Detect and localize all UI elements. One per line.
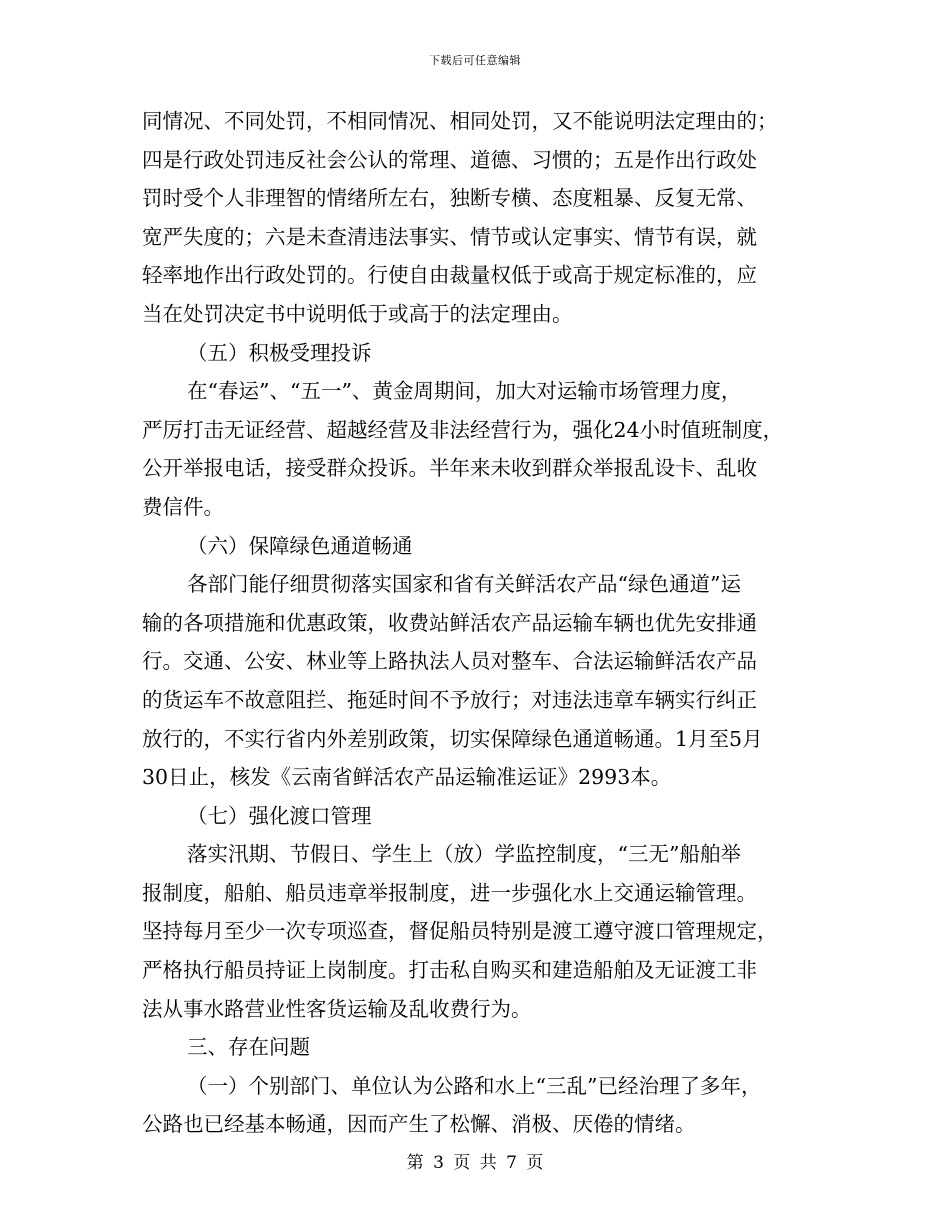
text-line: 严厉打击无证经营、超越经营及非法经营行为，强化24小时值班制度， bbox=[142, 417, 784, 442]
text-line: 罚时受个人非理智的情绪所左右，独断专横、态度粗暴、反复无常、 bbox=[142, 186, 757, 211]
text-line: 放行的，不实行省内外差别政策，切实保障绿色通道畅通。1月至5月 bbox=[142, 726, 763, 751]
text-line: 公路也已经基本畅通，因而产生了松懈、消极、厌倦的情绪。 bbox=[142, 1112, 696, 1137]
text-line: 在“春运”、“五一”、黄金周期间，加大对运输市场管理力度， bbox=[187, 379, 742, 404]
text-line: （六）保障绿色通道畅通 bbox=[187, 533, 413, 558]
text-line: 严格执行船员持证上岗制度。打击私自购买和建造船舶及无证渡工非 bbox=[142, 958, 757, 983]
text-line: 费信件。 bbox=[142, 494, 224, 519]
text-line: 输的各项措施和优惠政策，收费站鲜活农产品运输车辆也优先安排通 bbox=[142, 610, 757, 635]
document-body bbox=[142, 102, 814, 1144]
text-line: 30日止，核发《云南省鲜活农产品运输准运证》2993本。 bbox=[142, 765, 672, 790]
text-line: 公开举报电话，接受群众投诉。半年来未收到群众举报乱设卡、乱收 bbox=[142, 456, 757, 481]
text-line: 当在处罚决定书中说明低于或高于的法定理由。 bbox=[142, 301, 573, 326]
text-line: 法从事水路营业性客货运输及乱收费行为。 bbox=[142, 996, 532, 1021]
text-line: （一）个别部门、单位认为公路和水上“三乱”已经治理了多年， bbox=[187, 1073, 762, 1098]
text-line: 各部门能仔细贯彻落实国家和省有关鲜活农产品“绿色通道”运 bbox=[187, 572, 741, 597]
text-line: 报制度，船舶、船员违章举报制度，进一步强化水上交通运输管理。 bbox=[142, 880, 757, 905]
page-header: 下载后可任意编辑 bbox=[429, 54, 521, 67]
text-line: 同情况、不同处罚，不相同情况、相同处罚，又不能说明法定理由的； bbox=[142, 109, 778, 133]
text-line: 的货运车不故意阻拦、拖延时间不予放行；对违法违章车辆实行纠正 bbox=[142, 687, 757, 712]
text-line: 宽严失度的；六是未查清违法事实、情节或认定事实、情节有误，就 bbox=[142, 224, 757, 249]
page-number: 第 3 页 共 7 页 bbox=[406, 1153, 544, 1173]
text-line: 四是行政处罚违反社会公认的常理、道德、习惯的；五是作出行政处 bbox=[142, 147, 757, 172]
text-line: （七）强化渡口管理 bbox=[187, 803, 372, 828]
text-line: 三、存在问题 bbox=[187, 1035, 310, 1060]
text-line: 落实汛期、节假日、学生上（放）学监控制度，“三无”船舶举 bbox=[187, 842, 741, 867]
text-line: （五）积极受理投诉 bbox=[187, 340, 372, 365]
text-line: 行。交通、公安、林业等上路执法人员对整车、合法运输鲜活农产品 bbox=[142, 649, 757, 674]
text-line: 坚持每月至少一次专项巡查，督促船员特别是渡工遵守渡口管理规定， bbox=[142, 919, 778, 944]
text-line: 轻率地作出行政处罚的。行使自由裁量权低于或高于规定标准的，应 bbox=[142, 263, 757, 288]
